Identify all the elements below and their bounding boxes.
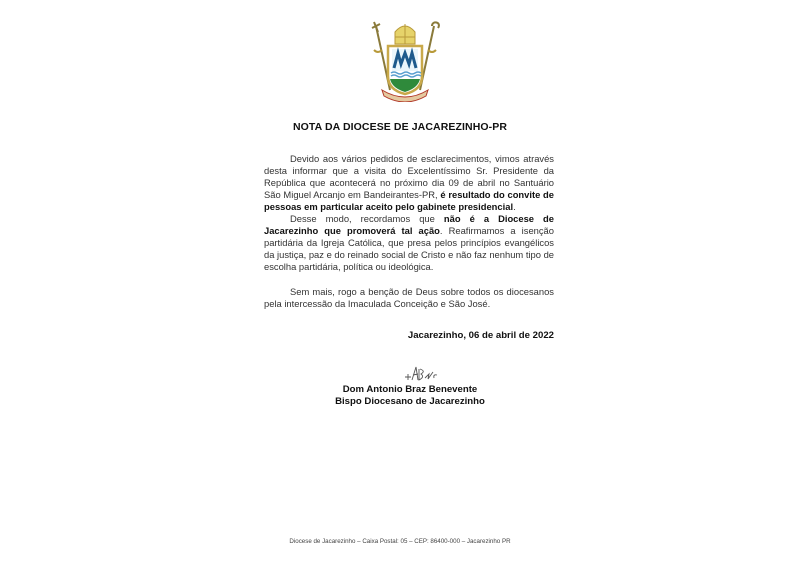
paragraph-2-part-2-bold: não é a Diocese de Jacarezinho que promoverá tal ação (264, 213, 554, 237)
paragraph-2-part-3: . Reafirmamos a isenção partidária da Igreja Católica, que presa pelos princípios evangélicos da justiça, paz e do reinado social de Cristo e não faz nenhum tipo de escolha partidária, política ou ideológica. (264, 225, 554, 273)
signer-name: Dom Antonio Braz Benevente (342, 384, 478, 395)
paragraph-1-part-1: Devido aos vários pedidos de esclarecimentos, vimos através desta informar que a visita do Excelentíssimo Sr. Presidente da República que acontecerá no próximo dia 09 de abril no Santuário São Miguel Arcanjo em Bandeirantes-PR, (264, 153, 554, 201)
paragraph-1-part-2-bold: é resultado do convite de pessoas em particular aceito pelo gabinete presidencial (264, 189, 554, 213)
handwritten-signature-icon (403, 363, 441, 383)
paragraph-2-part-1: Desse modo, recordamos que (290, 213, 444, 224)
paragraph-1-part-3: . (513, 201, 516, 213)
date-line: Jacarezinho, 06 de abril de 2022 (407, 330, 554, 341)
paragraph-2 (264, 213, 554, 273)
paragraph-1 (264, 153, 554, 213)
document-title: NOTA DA DIOCESE DE JACAREZINHO-PR (292, 121, 508, 133)
paragraph-3 (264, 286, 554, 310)
coat-of-arms-icon (368, 20, 442, 102)
page-footer: Diocese de Jacarezinho – Caixa Postal: 05 – CEP: 86400-000 – Jacarezinho PR (289, 538, 511, 545)
signer-title: Bispo Diocesano de Jacarezinho (335, 396, 485, 407)
paragraph-3-part-1: Sem mais, rogo a benção de Deus sobre todos os diocesanos pela intercessão da Imaculada Conceição e São José. (264, 286, 554, 310)
